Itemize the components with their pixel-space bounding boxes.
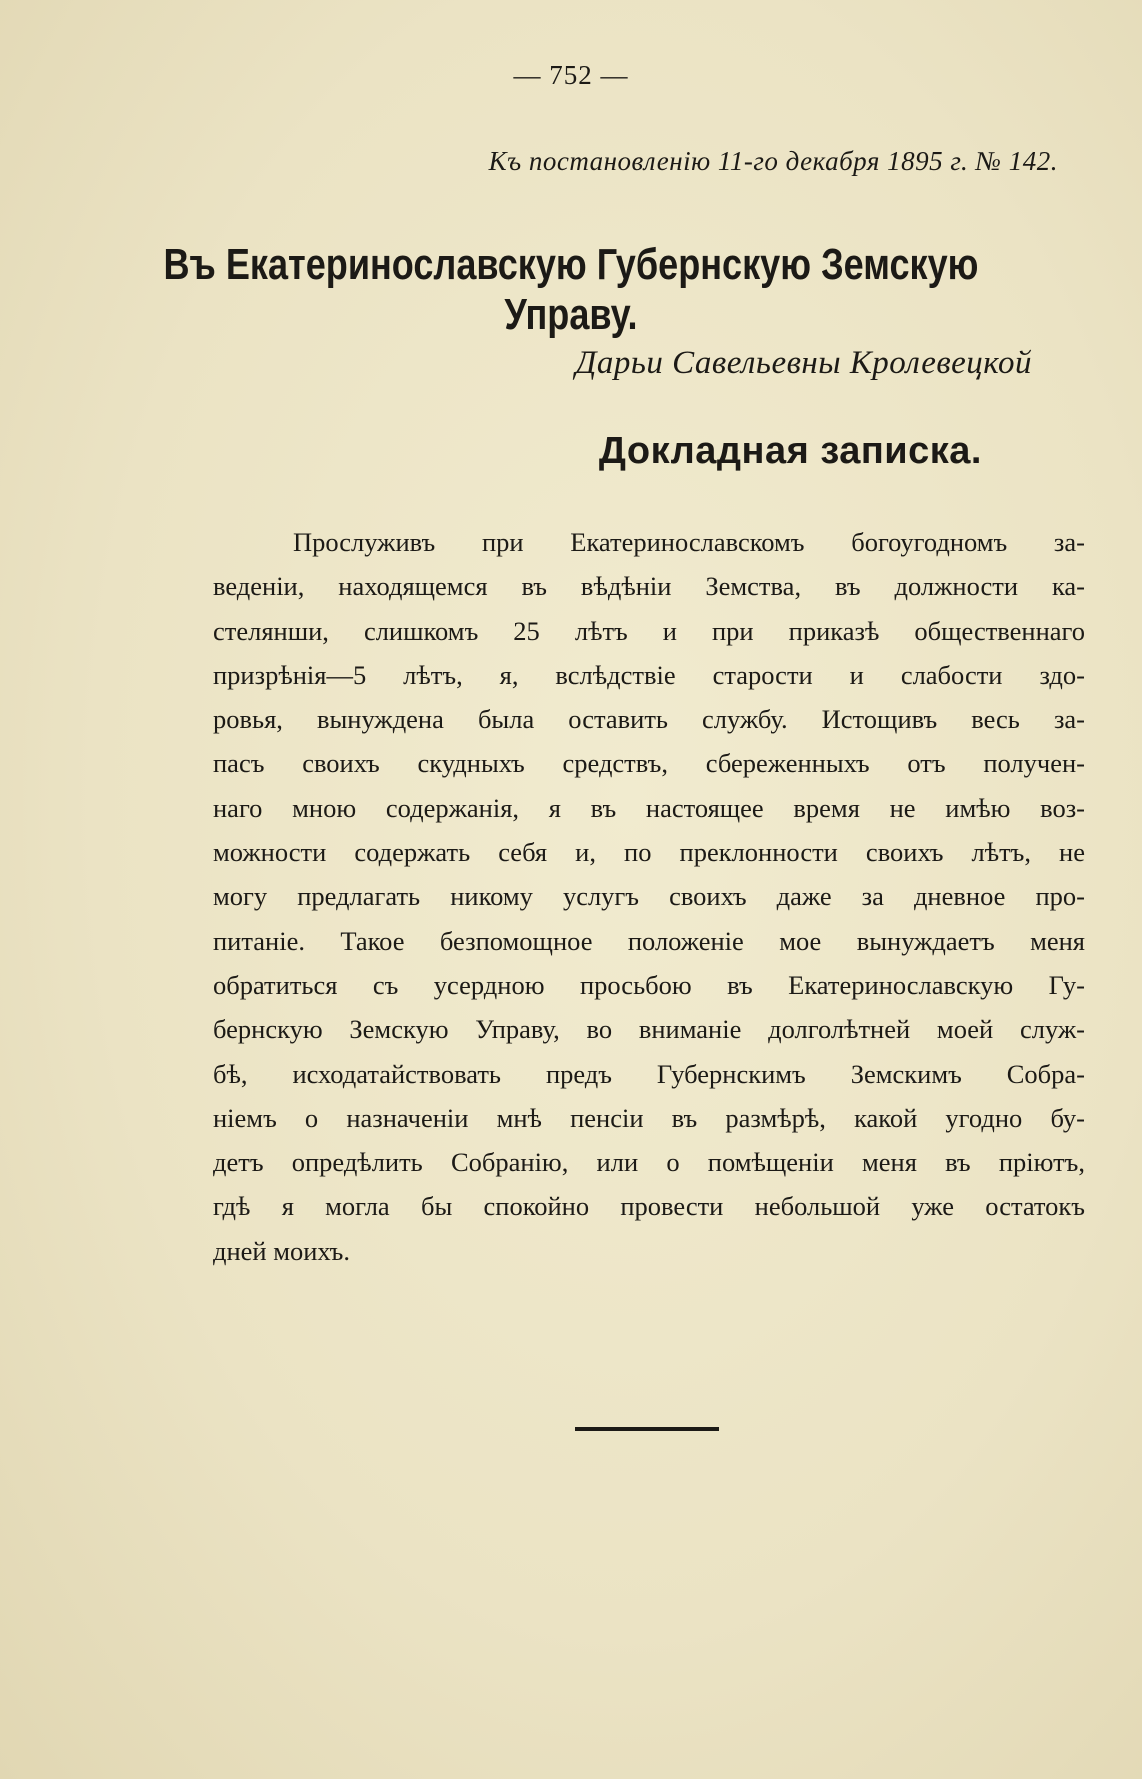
body-line: детъ опредѣлить Собранію, или о помѣщеніи меня въ пріютъ, (213, 1147, 1085, 1178)
body-line: пасъ своихъ скудныхъ средствъ, сбереженныхъ отъ получен- (213, 748, 1085, 779)
document-title: Докладная записка. (598, 430, 982, 472)
body-line: обратиться съ усердною просьбою въ Екатеринославскую Гу- (213, 969, 1085, 1000)
body-line: гдѣ я могла бы спокойно провести небольшой уже остатокъ (213, 1191, 1085, 1222)
author-name: Дарьи Савельевны Кролевецкой (575, 345, 1032, 381)
body-line: призрѣнія—5 лѣтъ, я, вслѣдствіе старости и слабости здо- (213, 659, 1085, 690)
page-number: — 752 — (513, 60, 629, 90)
body-line: бернскую Земскую Управу, во вниманіе долголѣтней моей служ- (213, 1014, 1085, 1045)
body-line: дней моихъ. (213, 1235, 351, 1266)
closing-rule (575, 1427, 719, 1431)
body-line: питаніе. Такое безпомощное положеніе мое вынуждаетъ меня (213, 925, 1085, 956)
body-line: можности содержать себя и, по преклонности своихъ лѣтъ, не (213, 837, 1085, 868)
body-line: наго мною содержанія, я въ настоящее время не имѣю воз- (213, 792, 1085, 823)
body-line: могу предлагать никому услугъ своихъ даже за дневное про- (213, 881, 1085, 912)
resolution-reference: Къ постановленію 11-го декабря 1895 г. № 142. (488, 146, 1058, 176)
body-line: ровья, вынуждена была оставить службу. Истощивъ весь за- (213, 704, 1085, 735)
body-line: веденіи, находящемся въ вѣдѣніи Земства, въ должности ка- (213, 571, 1085, 602)
body-line: Прослуживъ при Екатеринославскомъ богоугодномъ за- (293, 527, 1085, 557)
body-line: стелянши, слишкомъ 25 лѣтъ и при приказѣ общественнаго (213, 615, 1085, 646)
body-line: ніемъ о назначеніи мнѣ пенсіи въ размѣрѣ, какой угодно бу- (213, 1102, 1085, 1133)
body-paragraph (213, 520, 1085, 1273)
addressee-heading: Въ Екатеринославскую Губернскую Земскую Управу. (163, 240, 979, 339)
body-line: бѣ, исходатайствовать предъ Губернскимъ Земскимъ Собра- (213, 1058, 1085, 1089)
